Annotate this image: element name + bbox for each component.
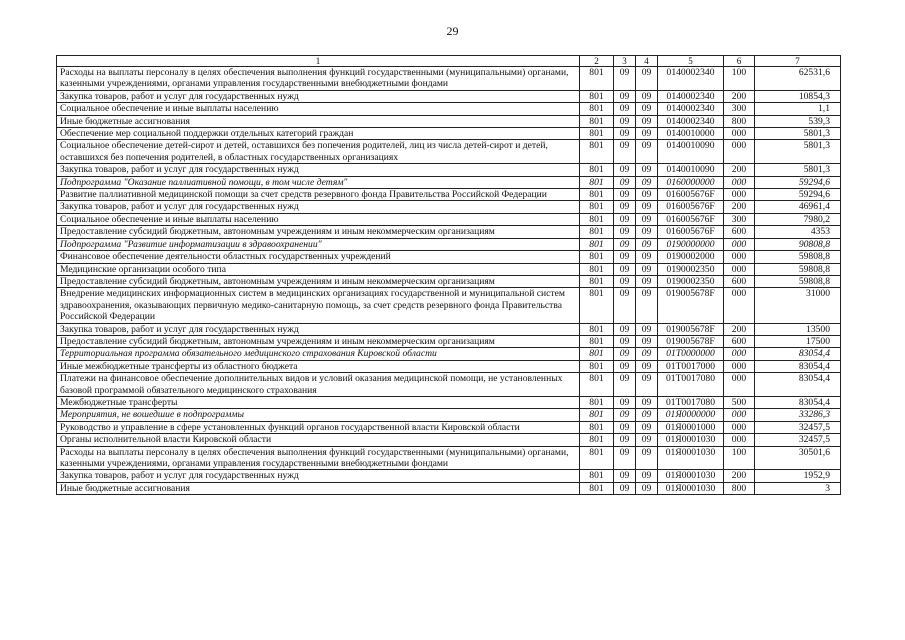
row-section-cell: 09 (614, 470, 636, 482)
row-name-cell: Финансовое обеспечение деятельности областных государственных учреждений (57, 251, 580, 263)
row-code-cell: 801 (580, 396, 614, 408)
row-subsection-cell: 09 (636, 140, 658, 164)
row-expense-type-cell: 000 (724, 373, 755, 397)
row-target-code-cell: 0140010000 (658, 128, 724, 140)
row-section-cell: 09 (614, 226, 636, 238)
row-section-cell: 09 (614, 140, 636, 164)
row-section-cell: 09 (614, 201, 636, 213)
row-expense-type-cell: 300 (724, 103, 755, 115)
header-cell-3: 3 (614, 56, 636, 67)
row-expense-type-cell: 200 (724, 470, 755, 482)
row-amount-cell: 13500 (755, 323, 841, 335)
row-name-cell: Межбюджетные трансферты (57, 396, 580, 408)
row-subsection-cell: 09 (636, 103, 658, 115)
row-amount-cell: 1,1 (755, 103, 841, 115)
row-expense-type-cell: 800 (724, 115, 755, 127)
row-name-cell: Закупка товаров, работ и услуг для государственных нужд (57, 470, 580, 482)
table-row (57, 67, 841, 91)
row-name-cell: Предоставление субсидий бюджетным, автономным учреждениям и иным некоммерческим организациям (57, 335, 580, 347)
row-target-code-cell: 01Т0000000 (658, 348, 724, 360)
row-target-code-cell: 01Т0017080 (658, 373, 724, 397)
row-subsection-cell: 09 (636, 226, 658, 238)
row-subsection-cell: 09 (636, 115, 658, 127)
row-name-cell: Руководство и управление в сфере установленных функций органов государственной власти Кировской области (57, 421, 580, 433)
row-expense-type-cell: 000 (724, 263, 755, 275)
row-expense-type-cell: 000 (724, 189, 755, 201)
row-section-cell: 09 (614, 189, 636, 201)
row-target-code-cell: 019005678F (658, 323, 724, 335)
row-target-code-cell: 0140002340 (658, 115, 724, 127)
row-subsection-cell: 09 (636, 360, 658, 372)
row-name-cell: Расходы на выплаты персоналу в целях обеспечения выполнения функций государственными (муниципальными) органами, казенными учреждениями, органами управления государственными внебюджетными фондами (57, 67, 580, 91)
row-name-cell: Территориальная программа обязательного медицинского страхования Кировской области (57, 348, 580, 360)
row-target-code-cell: 0190002350 (658, 263, 724, 275)
row-code-cell: 801 (580, 421, 614, 433)
row-target-code-cell: 0140002340 (658, 103, 724, 115)
row-name-cell: Подпрограмма "Оказание паллиативной помощи, в том числе детям" (57, 176, 580, 188)
row-section-cell: 09 (614, 128, 636, 140)
row-name-cell: Обеспечение мер социальной поддержки отдельных категорий граждан (57, 128, 580, 140)
table-row (57, 164, 841, 176)
table-row (57, 421, 841, 433)
row-amount-cell: 32457,5 (755, 421, 841, 433)
row-subsection-cell: 09 (636, 164, 658, 176)
row-target-code-cell: 01Я0001030 (658, 482, 724, 494)
row-name-cell: Закупка товаров, работ и услуг для государственных нужд (57, 201, 580, 213)
row-subsection-cell: 09 (636, 323, 658, 335)
row-amount-cell: 90808,8 (755, 238, 841, 250)
row-expense-type-cell: 000 (724, 140, 755, 164)
row-code-cell: 801 (580, 251, 614, 263)
table-row (57, 128, 841, 140)
row-amount-cell: 3 (755, 482, 841, 494)
row-target-code-cell: 0190002350 (658, 275, 724, 287)
row-code-cell: 801 (580, 213, 614, 225)
row-section-cell: 09 (614, 434, 636, 446)
row-amount-cell: 33286,3 (755, 409, 841, 421)
row-subsection-cell: 09 (636, 421, 658, 433)
row-target-code-cell: 01Я0001030 (658, 434, 724, 446)
page-number: 29 (446, 24, 459, 38)
table-row (57, 238, 841, 250)
row-code-cell: 801 (580, 434, 614, 446)
table-row (57, 434, 841, 446)
row-name-cell: Медицинские организации особого типа (57, 263, 580, 275)
header-cell-4: 4 (636, 56, 658, 67)
row-section-cell: 09 (614, 323, 636, 335)
row-amount-cell: 83054,4 (755, 396, 841, 408)
header-cell-2: 2 (580, 56, 614, 67)
row-amount-cell: 17500 (755, 335, 841, 347)
row-amount-cell: 7980,2 (755, 213, 841, 225)
row-expense-type-cell: 200 (724, 323, 755, 335)
row-amount-cell: 83054,4 (755, 360, 841, 372)
table-row (57, 213, 841, 225)
row-code-cell: 801 (580, 176, 614, 188)
row-code-cell: 801 (580, 323, 614, 335)
row-subsection-cell: 09 (636, 213, 658, 225)
row-expense-type-cell: 000 (724, 128, 755, 140)
table-row (57, 288, 841, 323)
row-name-cell: Иные бюджетные ассигнования (57, 482, 580, 494)
table-row (57, 189, 841, 201)
row-section-cell: 09 (614, 288, 636, 323)
row-subsection-cell: 09 (636, 348, 658, 360)
row-section-cell: 09 (614, 335, 636, 347)
table-row (57, 373, 841, 397)
row-code-cell: 801 (580, 263, 614, 275)
row-expense-type-cell: 000 (724, 288, 755, 323)
row-subsection-cell: 09 (636, 251, 658, 263)
row-subsection-cell: 09 (636, 67, 658, 91)
row-code-cell: 801 (580, 90, 614, 102)
row-subsection-cell: 09 (636, 90, 658, 102)
row-target-code-cell: 01Т0017080 (658, 396, 724, 408)
row-target-code-cell: 016005676F (658, 226, 724, 238)
row-section-cell: 09 (614, 213, 636, 225)
row-subsection-cell: 09 (636, 335, 658, 347)
row-target-code-cell: 019005678F (658, 288, 724, 323)
table-row (57, 396, 841, 408)
row-target-code-cell: 016005676F (658, 189, 724, 201)
row-target-code-cell: 01Я0001030 (658, 470, 724, 482)
row-name-cell: Внедрение медицинских информационных систем в медицинских организациях государственной и муниципальной систем здравоохранения, оказывающих первичную медико-санитарную помощь, за счет средств резервного фонда Правительства Российской Федерации (57, 288, 580, 323)
row-target-code-cell: 0190002000 (658, 251, 724, 263)
row-section-cell: 09 (614, 103, 636, 115)
row-target-code-cell: 01Т0017000 (658, 360, 724, 372)
row-subsection-cell: 09 (636, 275, 658, 287)
row-expense-type-cell: 600 (724, 275, 755, 287)
row-name-cell: Иные межбюджетные трансферты из областного бюджета (57, 360, 580, 372)
row-code-cell: 801 (580, 335, 614, 347)
row-amount-cell: 83054,4 (755, 348, 841, 360)
row-name-cell: Мероприятия, не вошедшие в подпрограммы (57, 409, 580, 421)
row-expense-type-cell: 200 (724, 90, 755, 102)
row-amount-cell: 5801,3 (755, 128, 841, 140)
row-amount-cell: 62531,6 (755, 67, 841, 91)
budget-table (56, 55, 841, 495)
row-name-cell: Платежи на финансовое обеспечение дополнительных видов и условий оказания медицинской помощи, не установленных базовой программой обязательного медицинского страхования (57, 373, 580, 397)
row-code-cell: 801 (580, 446, 614, 470)
row-expense-type-cell: 800 (724, 482, 755, 494)
row-section-cell: 09 (614, 164, 636, 176)
row-target-code-cell: 01Я0000000 (658, 409, 724, 421)
table-row (57, 470, 841, 482)
row-code-cell: 801 (580, 226, 614, 238)
row-code-cell: 801 (580, 201, 614, 213)
row-subsection-cell: 09 (636, 470, 658, 482)
row-target-code-cell: 0140002340 (658, 90, 724, 102)
row-code-cell: 801 (580, 140, 614, 164)
table-row (57, 176, 841, 188)
row-section-cell: 09 (614, 482, 636, 494)
row-section-cell: 09 (614, 115, 636, 127)
row-code-cell: 801 (580, 238, 614, 250)
row-code-cell: 801 (580, 288, 614, 323)
row-section-cell: 09 (614, 238, 636, 250)
row-section-cell: 09 (614, 348, 636, 360)
row-section-cell: 09 (614, 409, 636, 421)
row-code-cell: 801 (580, 470, 614, 482)
row-amount-cell: 32457,5 (755, 434, 841, 446)
row-expense-type-cell: 000 (724, 409, 755, 421)
row-amount-cell: 30501,6 (755, 446, 841, 470)
row-name-cell: Предоставление субсидий бюджетным, автономным учреждениям и иным некоммерческим организациям (57, 275, 580, 287)
row-name-cell: Иные бюджетные ассигнования (57, 115, 580, 127)
row-amount-cell: 59808,8 (755, 275, 841, 287)
row-amount-cell: 59808,8 (755, 263, 841, 275)
row-expense-type-cell: 300 (724, 213, 755, 225)
row-code-cell: 801 (580, 103, 614, 115)
row-amount-cell: 1952,9 (755, 470, 841, 482)
header-cell-5: 5 (658, 56, 724, 67)
row-section-cell: 09 (614, 67, 636, 91)
table-row (57, 323, 841, 335)
row-amount-cell: 59294,6 (755, 189, 841, 201)
row-expense-type-cell: 600 (724, 335, 755, 347)
row-amount-cell: 10854,3 (755, 90, 841, 102)
table-row (57, 275, 841, 287)
row-expense-type-cell: 100 (724, 446, 755, 470)
row-name-cell: Расходы на выплаты персоналу в целях обеспечения выполнения функций государственными (муниципальными) органами, казенными учреждениями, органами управления государственными внебюджетными фондами (57, 446, 580, 470)
row-expense-type-cell: 000 (724, 251, 755, 263)
row-expense-type-cell: 600 (724, 226, 755, 238)
header-cell-7: 7 (755, 56, 841, 67)
table-row (57, 201, 841, 213)
row-amount-cell: 59294,6 (755, 176, 841, 188)
row-expense-type-cell: 200 (724, 201, 755, 213)
row-code-cell: 801 (580, 189, 614, 201)
row-subsection-cell: 09 (636, 176, 658, 188)
row-subsection-cell: 09 (636, 189, 658, 201)
table-row (57, 251, 841, 263)
row-target-code-cell: 016005676F (658, 213, 724, 225)
row-section-cell: 09 (614, 263, 636, 275)
row-name-cell: Подпрограмма "Развитие информатизации в здравоохранении" (57, 238, 580, 250)
row-target-code-cell: 019005678F (658, 335, 724, 347)
row-subsection-cell: 09 (636, 373, 658, 397)
row-name-cell: Развитие паллиативной медицинской помощи за счет средств резервного фонда Правительства Российской Федерации (57, 189, 580, 201)
row-target-code-cell: 0160000000 (658, 176, 724, 188)
row-target-code-cell: 01Я0001000 (658, 421, 724, 433)
row-name-cell: Социальное обеспечение и иные выплаты населению (57, 103, 580, 115)
row-name-cell: Органы исполнительной власти Кировской области (57, 434, 580, 446)
row-subsection-cell: 09 (636, 409, 658, 421)
row-section-cell: 09 (614, 176, 636, 188)
row-subsection-cell: 09 (636, 396, 658, 408)
row-section-cell: 09 (614, 275, 636, 287)
header-cell-6: 6 (724, 56, 755, 67)
row-target-code-cell: 0140010090 (658, 140, 724, 164)
row-code-cell: 801 (580, 67, 614, 91)
row-target-code-cell: 0140002340 (658, 67, 724, 91)
row-subsection-cell: 09 (636, 446, 658, 470)
row-section-cell: 09 (614, 360, 636, 372)
row-subsection-cell: 09 (636, 263, 658, 275)
row-expense-type-cell: 000 (724, 360, 755, 372)
row-name-cell: Социальное обеспечение и иные выплаты населению (57, 213, 580, 225)
row-amount-cell: 59808,8 (755, 251, 841, 263)
row-expense-type-cell: 500 (724, 396, 755, 408)
row-expense-type-cell: 000 (724, 421, 755, 433)
table-row (57, 226, 841, 238)
row-code-cell: 801 (580, 164, 614, 176)
row-amount-cell: 46961,4 (755, 201, 841, 213)
row-expense-type-cell: 000 (724, 176, 755, 188)
table-row (57, 335, 841, 347)
table-row (57, 103, 841, 115)
row-target-code-cell: 0190000000 (658, 238, 724, 250)
row-expense-type-cell: 100 (724, 67, 755, 91)
row-expense-type-cell: 200 (724, 164, 755, 176)
header-cell-1: 1 (57, 56, 580, 67)
row-section-cell: 09 (614, 446, 636, 470)
row-subsection-cell: 09 (636, 238, 658, 250)
header-row (57, 56, 841, 67)
row-subsection-cell: 09 (636, 201, 658, 213)
table-row (57, 140, 841, 164)
table-row (57, 446, 841, 470)
table-row (57, 115, 841, 127)
row-amount-cell: 5801,3 (755, 164, 841, 176)
row-subsection-cell: 09 (636, 288, 658, 323)
table-row (57, 482, 841, 494)
row-expense-type-cell: 000 (724, 348, 755, 360)
row-expense-type-cell: 000 (724, 238, 755, 250)
row-name-cell: Закупка товаров, работ и услуг для государственных нужд (57, 90, 580, 102)
row-name-cell: Предоставление субсидий бюджетным, автономным учреждениям и иным некоммерческим организациям (57, 226, 580, 238)
row-name-cell: Закупка товаров, работ и услуг для государственных нужд (57, 323, 580, 335)
table-row (57, 348, 841, 360)
row-subsection-cell: 09 (636, 482, 658, 494)
row-amount-cell: 5801,3 (755, 140, 841, 164)
row-code-cell: 801 (580, 348, 614, 360)
table-row (57, 409, 841, 421)
row-amount-cell: 83054,4 (755, 373, 841, 397)
row-name-cell: Социальное обеспечение детей-сирот и детей, оставшихся без попечения родителей, лиц из числа детей-сирот и детей, оставшихся без попечения родителей, в областных государственных организациях (57, 140, 580, 164)
row-section-cell: 09 (614, 90, 636, 102)
row-code-cell: 801 (580, 482, 614, 494)
row-target-code-cell: 0140010090 (658, 164, 724, 176)
row-target-code-cell: 01Я0001030 (658, 446, 724, 470)
row-code-cell: 801 (580, 128, 614, 140)
row-code-cell: 801 (580, 409, 614, 421)
row-section-cell: 09 (614, 396, 636, 408)
row-section-cell: 09 (614, 251, 636, 263)
table-row (57, 360, 841, 372)
row-amount-cell: 31000 (755, 288, 841, 323)
row-section-cell: 09 (614, 421, 636, 433)
row-expense-type-cell: 000 (724, 434, 755, 446)
row-section-cell: 09 (614, 373, 636, 397)
row-subsection-cell: 09 (636, 434, 658, 446)
table-row (57, 90, 841, 102)
row-amount-cell: 539,3 (755, 115, 841, 127)
row-code-cell: 801 (580, 275, 614, 287)
row-code-cell: 801 (580, 373, 614, 397)
table-row (57, 263, 841, 275)
row-target-code-cell: 016005676F (658, 201, 724, 213)
row-code-cell: 801 (580, 360, 614, 372)
row-name-cell: Закупка товаров, работ и услуг для государственных нужд (57, 164, 580, 176)
row-subsection-cell: 09 (636, 128, 658, 140)
row-code-cell: 801 (580, 115, 614, 127)
row-amount-cell: 4353 (755, 226, 841, 238)
